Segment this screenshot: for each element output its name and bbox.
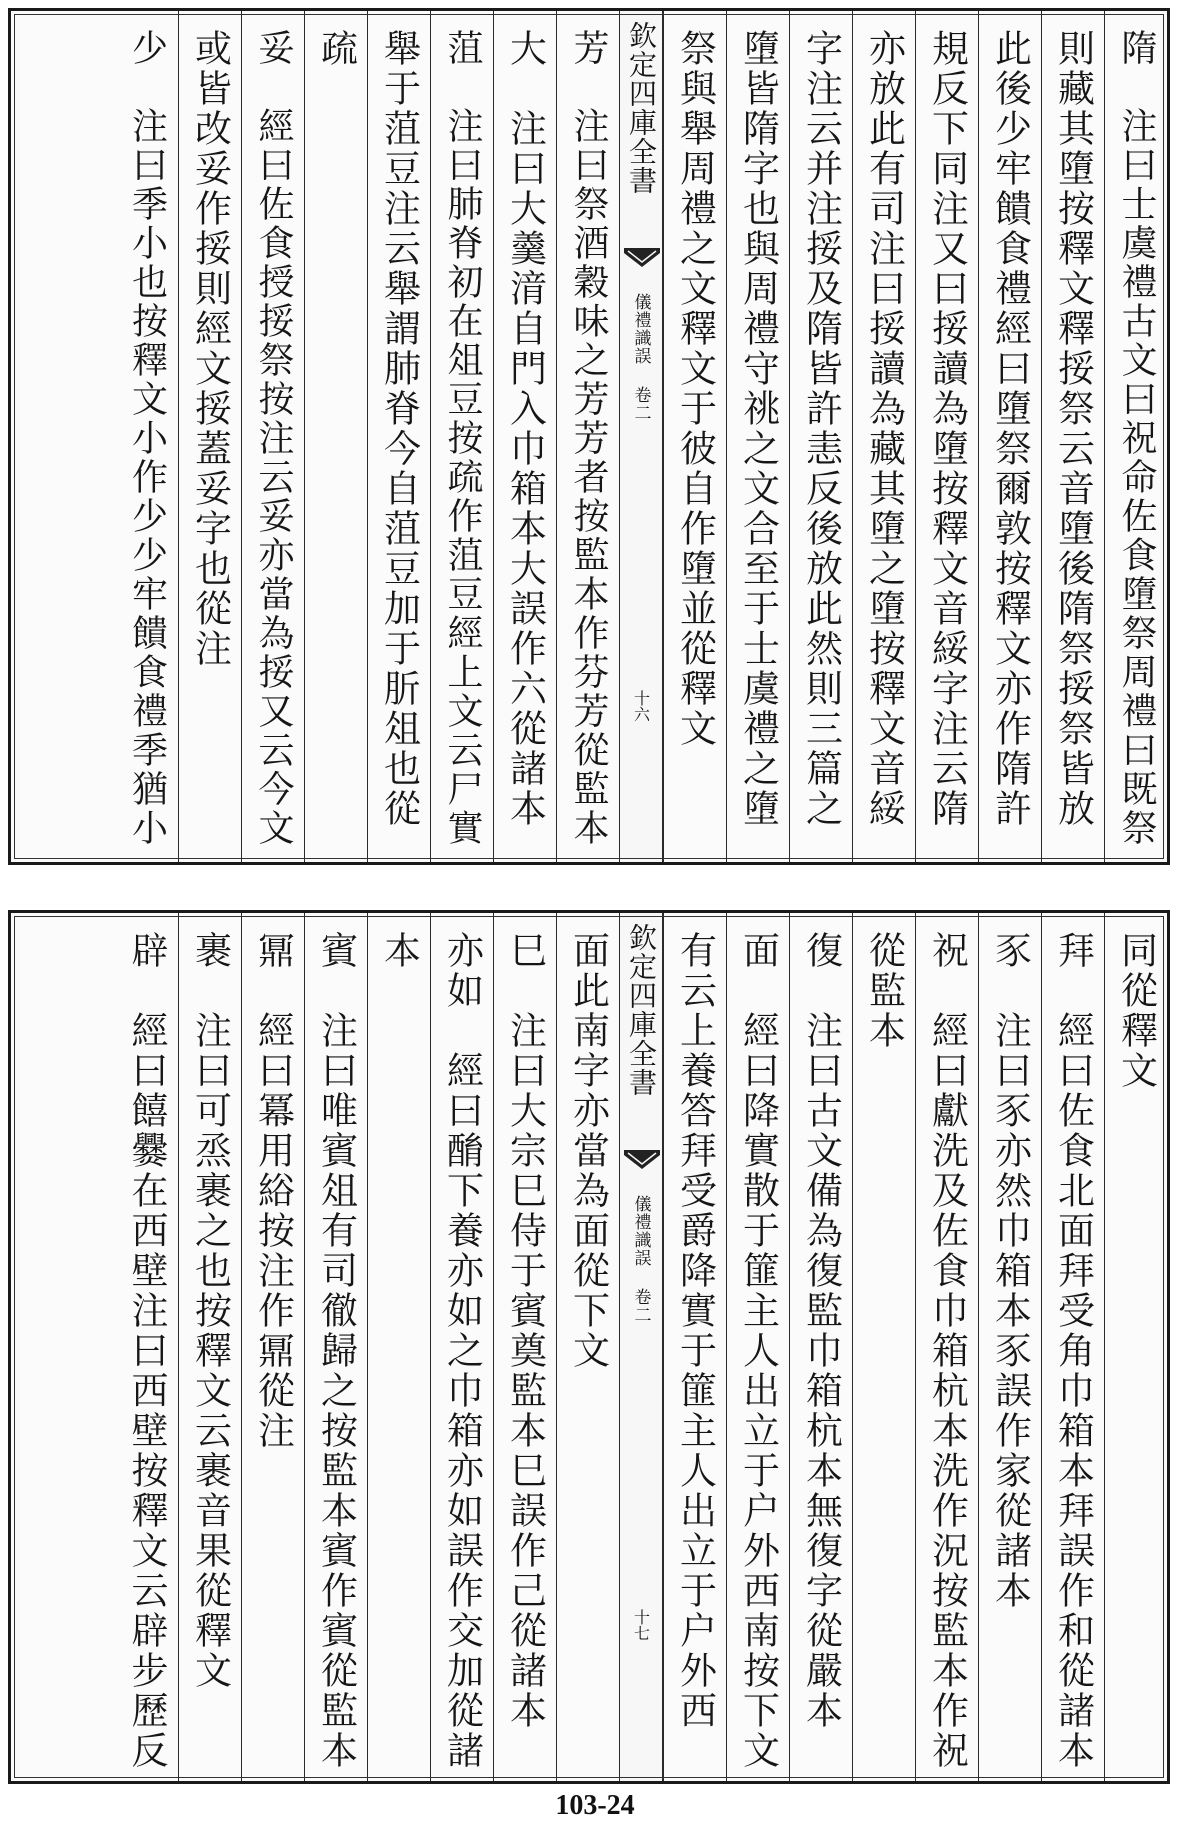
text-column — [978, 913, 1041, 1781]
column-text: 祭與舉周禮之文釋文于彼自作墮並從釋文 — [673, 29, 717, 749]
column-text: 少 注曰季小也按釋文小作少少牢饋食禮季猶小 — [126, 29, 168, 848]
bottom-page — [8, 910, 1170, 1784]
column-text: 菹 注曰肺脊初在俎豆按疏作菹豆經上文云尸實 — [442, 29, 483, 848]
column-text: 墮皆隋字也與周禮守祧之文合至于士虞禮之墮 — [736, 29, 780, 829]
spine-volume: 卷二 — [630, 1288, 651, 1324]
spine-title: 欽定四庫全書 — [625, 923, 658, 1097]
spine-book-volume — [629, 1195, 654, 1324]
spine-volume: 卷二 — [630, 386, 651, 422]
column-text: 有云上養答拜受爵降實于篚主人出立于户外西 — [673, 931, 717, 1731]
text-column — [367, 11, 430, 862]
spine-page-number: 十六 — [631, 690, 651, 722]
text-column — [304, 11, 367, 862]
text-column — [115, 913, 178, 1781]
center-spine — [619, 11, 663, 862]
column-text: 亦放此有司注曰挼讀為藏其墮之墮按釋文音綏 — [862, 29, 906, 829]
column-text: 鼏 經曰冪用綌按注作鼏從注 — [251, 931, 295, 1451]
text-column — [178, 913, 241, 1781]
text-column — [1041, 11, 1104, 862]
text-column — [663, 913, 726, 1781]
column-text: 或皆改妥作挼則經文挼蓋妥字也從注 — [188, 29, 232, 669]
text-column — [178, 11, 241, 862]
text-column — [367, 913, 430, 1781]
text-column — [493, 11, 556, 862]
text-column — [978, 11, 1041, 862]
column-text: 本 — [377, 931, 421, 971]
column-text: 芳 注曰祭酒穀味之芳芳者按監本作芬芳從監本 — [568, 29, 609, 848]
text-column — [241, 11, 304, 862]
spine-book: 儀禮識誤 — [630, 293, 651, 365]
column-text: 妥 經曰佐食授挼祭按注云妥亦當為挼又云今文 — [253, 29, 294, 848]
text-column — [493, 913, 556, 1781]
column-text: 舉于菹豆注云舉謂肺脊今自菹豆加于肵俎也從 — [377, 29, 421, 829]
text-column — [1041, 913, 1104, 1781]
text-column — [789, 913, 852, 1781]
column-text: 則藏其墮按釋文釋挼祭云音墮後隋祭挼祭皆放 — [1051, 29, 1095, 829]
column-text: 隋 注曰士虞禮古文曰祝命佐食墮祭周禮曰既祭 — [1116, 29, 1157, 848]
text-column — [430, 913, 493, 1781]
column-text: 大 注曰大羹湇自門入巾箱本大誤作六從諸本 — [503, 29, 547, 829]
column-text: 此後少牢饋食禮經曰墮祭爾敦按釋文亦作隋許 — [988, 29, 1032, 829]
center-spine — [619, 913, 663, 1781]
column-text: 字注云并注挼及隋皆許恚反後放此然則三篇之 — [799, 29, 843, 829]
spine-title: 欽定四庫全書 — [625, 21, 658, 195]
text-column — [556, 913, 619, 1781]
text-column — [241, 913, 304, 1781]
page-label: 103-24 — [555, 1790, 635, 1821]
text-column — [726, 11, 789, 862]
fishtail-mark-icon — [623, 1149, 661, 1171]
text-column — [663, 11, 726, 862]
text-column — [1104, 913, 1167, 1781]
column-text: 面 經曰降實散于篚主人出立于户外西南按下文 — [736, 931, 780, 1771]
spine-page-number: 十七 — [631, 1609, 651, 1641]
column-text: 亦如 經曰酳下養亦如之巾箱亦如誤作交加從諸 — [440, 931, 484, 1771]
spine-book: 儀禮識誤 — [630, 1195, 651, 1267]
text-column — [789, 11, 852, 862]
column-text: 辟 經曰饎爨在西壁注曰西壁按釋文云辟步歷反 — [125, 931, 168, 1771]
text-column — [852, 11, 915, 862]
column-text: 巳 注曰大宗巳侍于賓奠監本巳誤作己從諸本 — [503, 931, 547, 1731]
column-text: 拜 經曰佐食北面拜受角巾箱本拜誤作和從諸本 — [1051, 931, 1095, 1771]
text-column — [115, 11, 178, 862]
column-text: 同從釋文 — [1114, 931, 1158, 1091]
column-text: 面此南字亦當為面從下文 — [566, 931, 610, 1371]
text-column — [915, 11, 978, 862]
column-text: 疏 — [314, 29, 358, 69]
text-column — [915, 913, 978, 1781]
text-column — [556, 11, 619, 862]
text-column — [1104, 11, 1167, 862]
column-text: 從監本 — [862, 931, 906, 1051]
spine-book-volume — [629, 293, 654, 422]
column-text: 復 注曰古文備為復監巾箱杭本無復字從嚴本 — [799, 931, 843, 1731]
column-text: 裹 注曰可烝裹之也按釋文云裹音果從釋文 — [188, 931, 232, 1691]
column-text: 賓 注曰唯賓俎有司徹歸之按監本賓作賓從監本 — [314, 931, 358, 1771]
top-page — [8, 8, 1170, 865]
text-column — [304, 913, 367, 1781]
column-text: 祝 經曰獻洗及佐食巾箱杭本洗作況按監本作祝 — [925, 931, 969, 1771]
fishtail-mark-icon — [623, 247, 661, 269]
text-column — [430, 11, 493, 862]
text-column — [726, 913, 789, 1781]
column-text: 豕 注曰豕亦然巾箱本豕誤作家從諸本 — [988, 931, 1032, 1611]
column-text: 規反下同注又曰挼讀為墮按釋文音綏字注云隋 — [925, 29, 969, 829]
text-column — [852, 913, 915, 1781]
